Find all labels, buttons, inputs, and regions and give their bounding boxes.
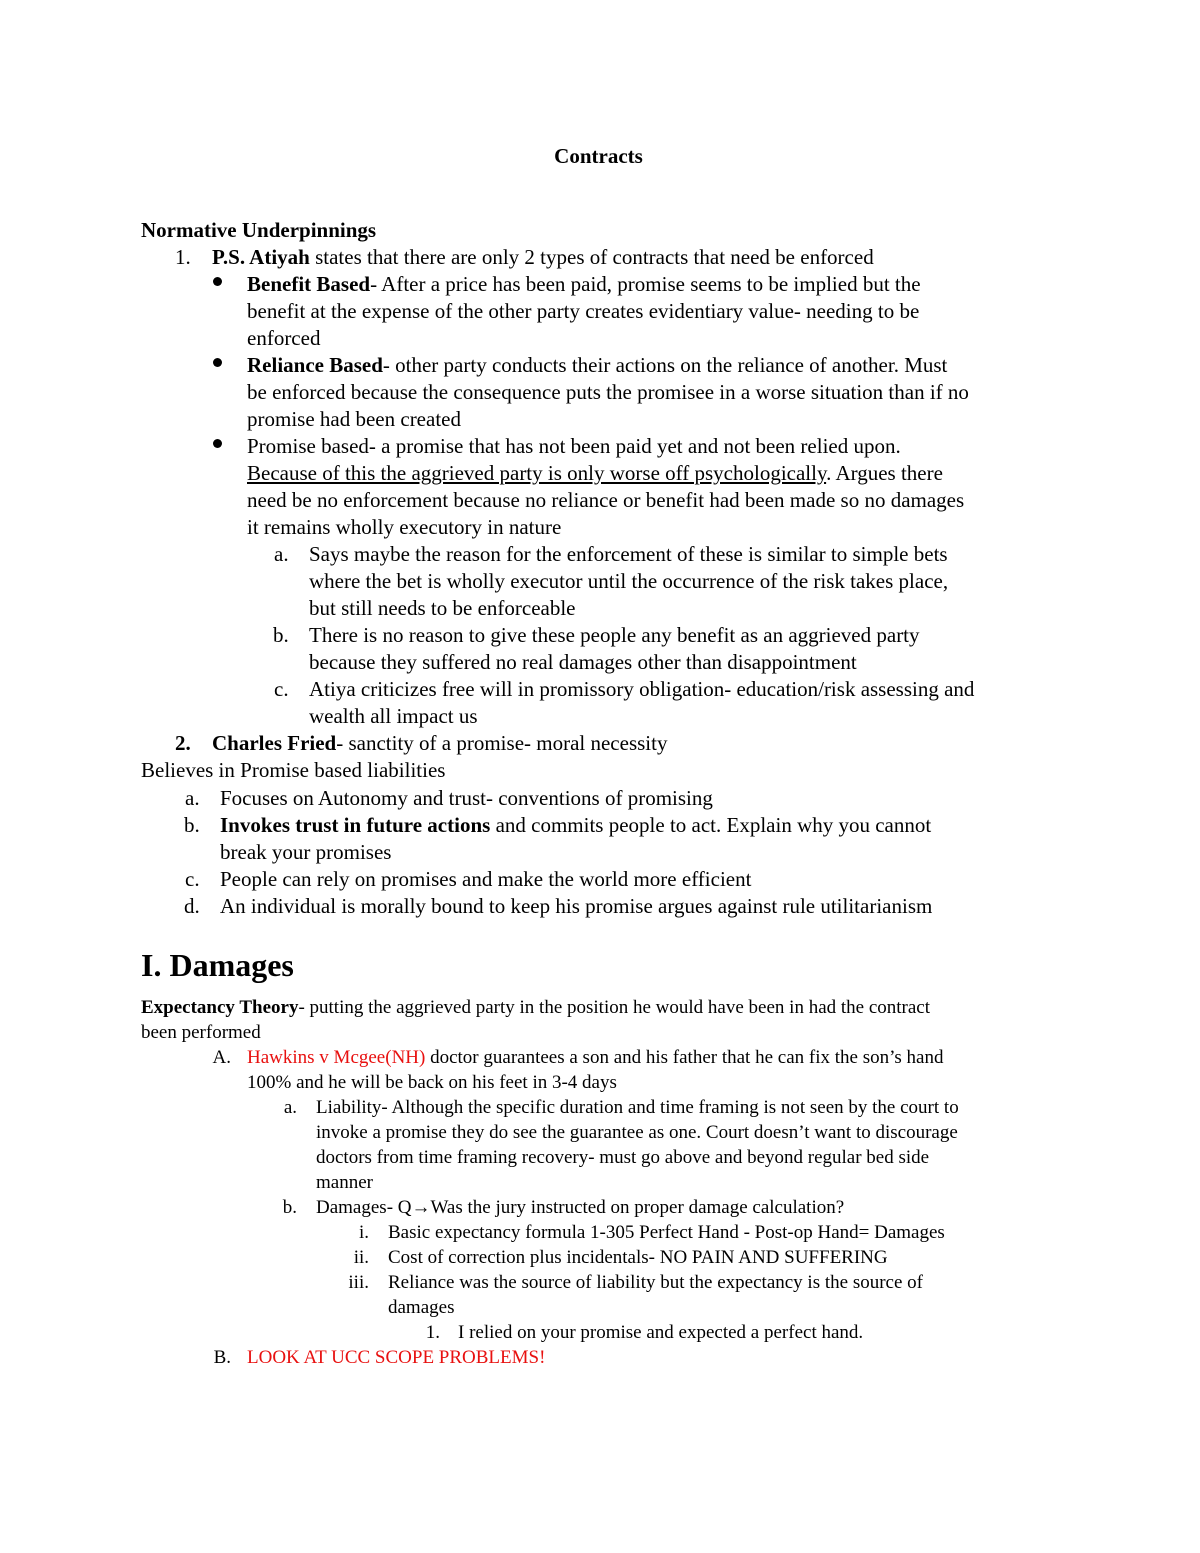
bullet-icon — [213, 439, 222, 448]
text-line: doctors from time framing recovery- must go above and beyond regular bed side — [316, 1147, 930, 1168]
list-item: Invokes trust in future actions and commits people to act. Explain why you cannot — [220, 813, 932, 837]
bullet-icon — [213, 277, 222, 286]
list-marker: c. — [185, 867, 200, 891]
text-line: it remains wholly executory in nature — [247, 515, 562, 539]
section-heading-damages: I. Damages — [141, 947, 294, 983]
list-marker: iii. — [348, 1272, 369, 1293]
list-marker: i. — [358, 1222, 369, 1243]
list-item: There is no reason to give these people any benefit as an aggrieved party — [309, 623, 920, 647]
list-item: Cost of correction plus incidentals- NO PAIN AND SUFFERING — [388, 1247, 888, 1268]
list-marker: 2. — [175, 731, 191, 755]
text-line: benefit at the expense of the other party creates evidentiary value- needing to be — [247, 299, 920, 323]
fried-name: Charles Fried — [212, 731, 337, 755]
list-marker: B. — [213, 1347, 231, 1368]
arrow-right-icon: → — [411, 1197, 431, 1218]
text-line: because they suffered no real damages other than disappointment — [309, 650, 857, 674]
document-title: Contracts — [554, 144, 643, 168]
expectancy-theory: Expectancy Theory- putting the aggrieved party in the position he would have been in had the contract — [141, 997, 931, 1018]
text-line: manner — [316, 1172, 373, 1193]
text-line: but still needs to be enforceable — [309, 596, 576, 620]
atiyah-name: P.S. Atiyah — [212, 245, 310, 269]
list-marker: c. — [274, 677, 289, 701]
text-line: invoke a promise they do see the guarantee as one. Court doesn’t want to discourage — [316, 1122, 958, 1143]
text-line: be enforced because the consequence puts the promisee in a worse situation than if no — [247, 380, 969, 404]
underlined-text: Because of this the aggrieved party is only worse off psychologically — [247, 461, 827, 485]
list-marker: ii. — [353, 1247, 369, 1268]
list-item-liability: Liability- Although the specific duration and time framing is not seen by the court to — [316, 1097, 959, 1118]
list-item: I relied on your promise and expected a perfect hand. — [458, 1322, 864, 1343]
text-line: wealth all impact us — [309, 704, 478, 728]
list-marker: A. — [212, 1047, 231, 1068]
list-marker: a. — [185, 786, 200, 810]
list-item-damages: Damages- Q→Was the jury instructed on proper damage calculation? — [316, 1197, 845, 1218]
list-item-atiyah: P.S. Atiyah states that there are only 2 types of contracts that need be enforced — [212, 245, 874, 269]
text-line: promise had been created — [247, 407, 461, 431]
text-line: break your promises — [220, 840, 392, 864]
list-item-promise-based: Promise based- a promise that has not been paid yet and not been relied upon. — [247, 434, 901, 458]
list-marker: d. — [184, 894, 200, 918]
list-marker: a. — [274, 542, 289, 566]
text-line: Because of this the aggrieved party is only worse off psychologically. Argues there — [247, 461, 943, 485]
list-item: Says maybe the reason for the enforcement of these is similar to simple bets — [309, 542, 948, 566]
list-marker: b. — [282, 1197, 297, 1218]
ucc-scope-note: LOOK AT UCC SCOPE PROBLEMS! — [247, 1347, 546, 1368]
list-item: Reliance was the source of liability but the expectancy is the source of — [388, 1272, 923, 1293]
list-item: Basic expectancy formula 1-305 Perfect Hand - Post-op Hand= Damages — [388, 1222, 945, 1243]
list-item-benefit-based: Benefit Based- After a price has been paid, promise seems to be implied but the — [247, 272, 921, 296]
case-name: Hawkins v Mcgee(NH) — [247, 1047, 426, 1068]
bullet-icon — [213, 358, 222, 367]
list-item: Atiya criticizes free will in promissory obligation- education/risk assessing and — [309, 677, 975, 701]
list-item: An individual is morally bound to keep his promise argues against rule utilitarianism — [220, 894, 933, 918]
list-item-hawkins: Hawkins v Mcgee(NH) doctor guarantees a son and his father that he can fix the son’s hand — [247, 1047, 944, 1068]
list-item: People can rely on promises and make the world more efficient — [220, 867, 752, 891]
section-heading-normative: Normative Underpinnings — [141, 218, 377, 242]
text-line: where the bet is wholly executor until the occurrence of the risk takes place, — [309, 569, 949, 593]
text-line: 100% and he will be back on his feet in 3-4 days — [247, 1072, 617, 1093]
text-line: enforced — [247, 326, 321, 350]
text-line: Believes in Promise based liabilities — [141, 758, 446, 782]
list-marker: 1. — [425, 1322, 440, 1343]
list-marker: a. — [283, 1097, 297, 1118]
text-line: been performed — [141, 1022, 261, 1043]
list-marker: b. — [184, 813, 200, 837]
list-item-reliance-based: Reliance Based- other party conducts their actions on the reliance of another. Must — [247, 353, 948, 377]
list-marker: b. — [273, 623, 289, 647]
list-item: Focuses on Autonomy and trust- conventions of promising — [220, 786, 713, 810]
text-line: damages — [388, 1297, 455, 1318]
list-item-fried: Charles Fried- sanctity of a promise- moral necessity — [212, 731, 668, 755]
list-marker: 1. — [175, 245, 191, 269]
text-line: need be no enforcement because no reliance or benefit had been made so no damages — [247, 488, 965, 512]
